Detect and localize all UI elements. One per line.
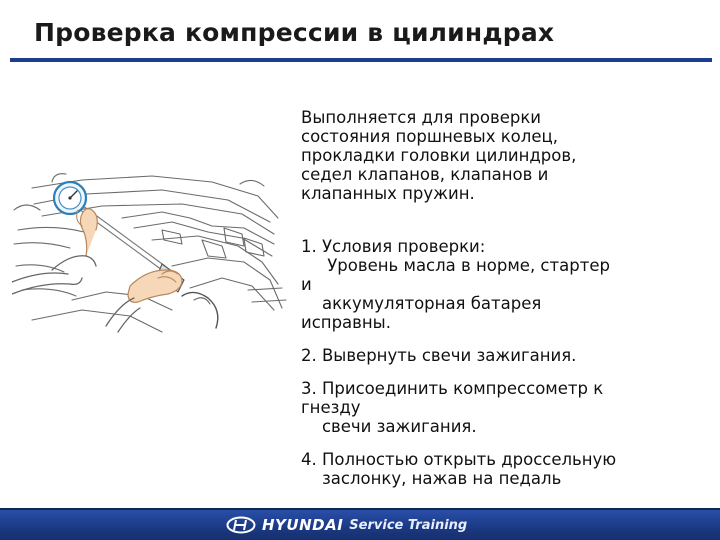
brand-name: HYUNDAI — [262, 516, 344, 534]
engine-compression-test-illustration — [12, 170, 288, 340]
brand-tagline: Service Training — [349, 517, 468, 533]
step-3-attach-gauge: 3. Присоединить компрессометр к гнезду свечи зажигания. — [301, 379, 604, 436]
procedure-text — [301, 108, 701, 502]
step-1-conditions: 1. Условия проверки: Уровень масла в норме, стартер и аккумуляторная батарея исправны. — [301, 237, 610, 332]
step-4-open-throttle: 4. Полностью открыть дроссельную заслонку, нажав на педаль — [301, 450, 617, 488]
hyundai-logo-icon — [226, 516, 256, 534]
footer-brand — [226, 514, 467, 536]
title-underline — [10, 58, 712, 62]
step-2-remove-plugs: 2. Вывернуть свечи зажигания. — [301, 346, 577, 365]
page-title: Проверка компрессии в цилиндрах — [34, 18, 555, 47]
intro-paragraph: Выполняется для проверки состояния поршневых колец, прокладки головки цилиндров, седел клапанов, клапанов и клапанных пружин. — [301, 108, 577, 203]
